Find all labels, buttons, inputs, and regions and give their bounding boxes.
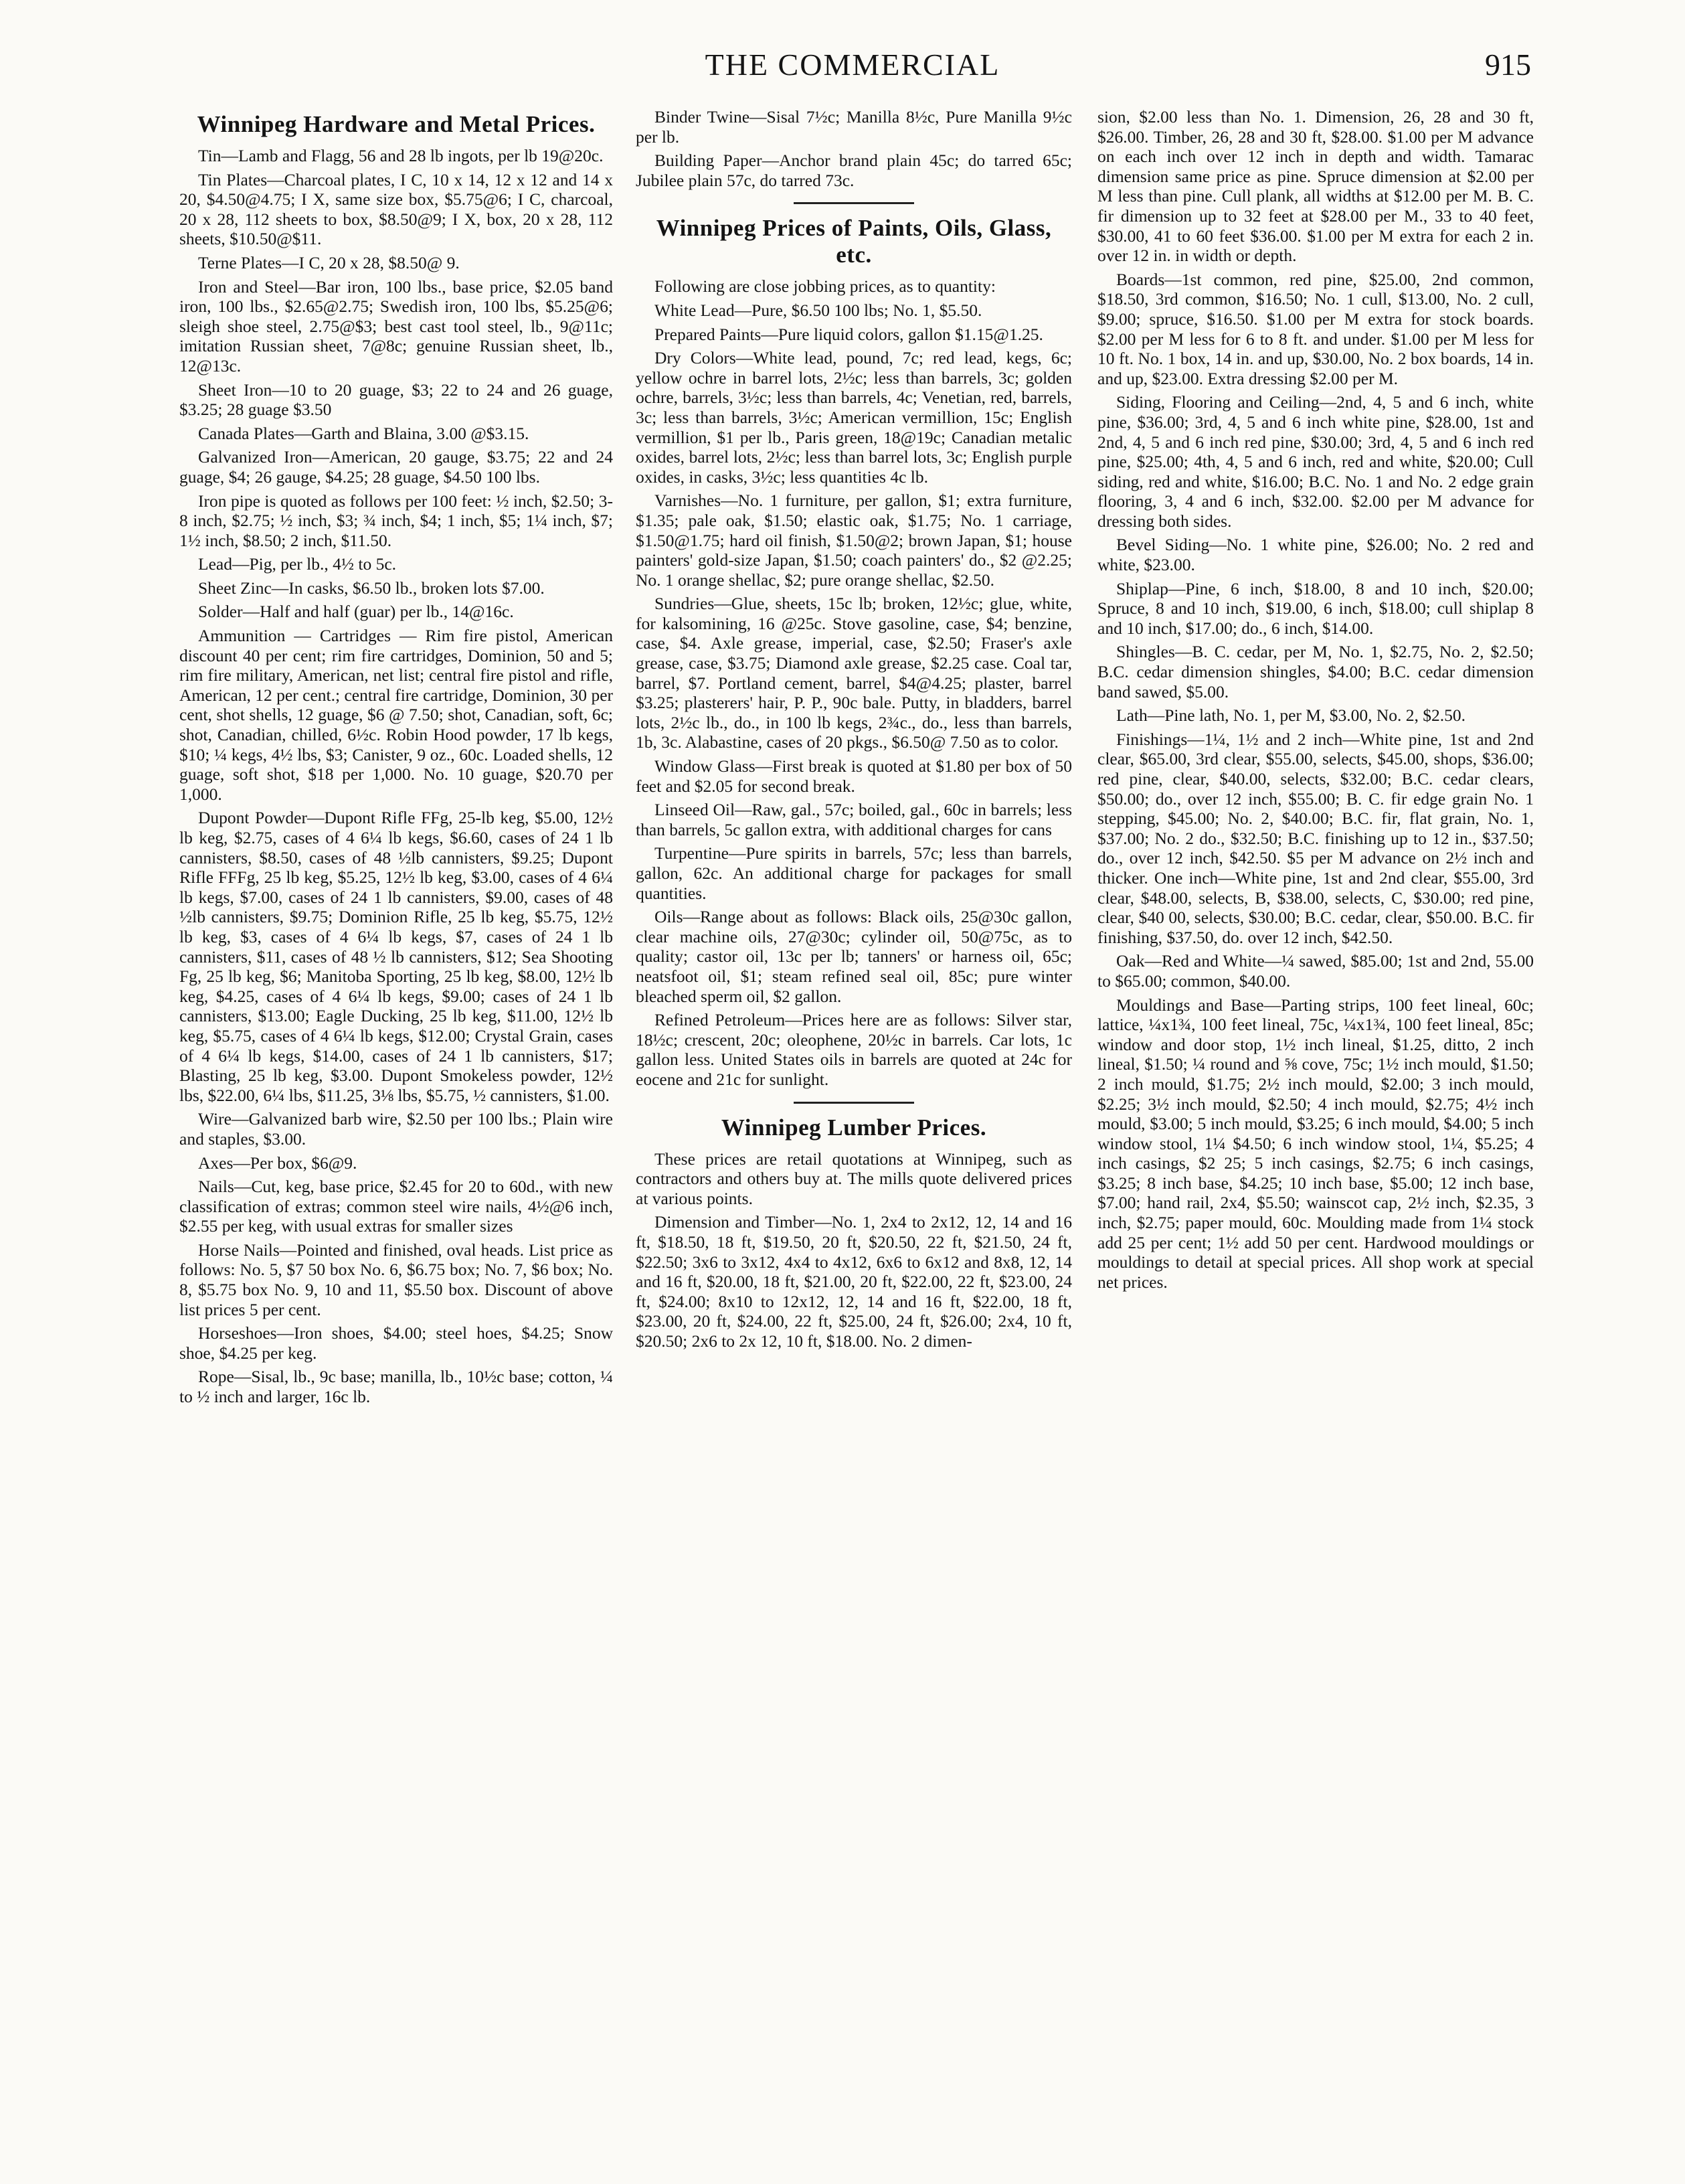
building-paper-paragraph: Building Paper—Anchor brand plain 45c; do tarred 65c; Jubilee plain 57c, do tarred 73c.: [636, 151, 1072, 190]
hardware-paragraph: Tin Plates—Charcoal plates, I C, 10 x 14, 12 x 12 and 14 x 20, $4.50@4.75; I X, same size box, $5.75@6; I C, charcoal, 20 x 28, 112 sheets to box, $8.50@9; I X, box, 20 x 28, 112 sheets, $10.50@$11.: [179, 169, 613, 249]
paints-paragraph: Linseed Oil—Raw, gal., 57c; boiled, gal., 60c in barrels; less than barrels, 5c gallon extra, with additional charges for cans: [636, 800, 1072, 839]
paints-paragraph: Prepared Paints—Pure liquid colors, gallon $1.15@1.25.: [654, 324, 1043, 344]
hardware-section-body: [179, 146, 613, 1407]
paints-paragraph: Refined Petroleum—Prices here are as follows: Silver star, 18½c; crescent, 20c; oleophene, 20½c in barrels. Car lots, 1c gallon less. United States oils in barrels are quoted at 24c for eocene and 21c for sunlight.: [636, 1010, 1072, 1089]
paints-paragraph: Turpentine—Pure spirits in barrels, 57c; less than barrels, gallon, 62c. An additional charge for packages for small quantities.: [636, 843, 1072, 903]
paints-paragraph: Varnishes—No. 1 furniture, per gallon, $1; extra furniture, $1.35; pale oak, $1.50; elastic oak, $1.75; No. 1 carriage, $1.50@1.75; hard oil finish, $1.50@2; brown Japan, $1; house painters' gold-size Japan, $1.50; coach painters' do., $2 @2.25; No. 1 orange shellac, $2; pure orange shellac, $2.50.: [636, 491, 1072, 590]
paints-paragraph: Following are close jobbing prices, as to quantity:: [654, 276, 996, 297]
lumber-paragraph: Shingles—B. C. cedar, per M, No. 1, $2.75, No. 2, $2.50; B.C. cedar dimension shingles, $4.00; B.C. cedar dimension band sawed, $5.00.: [1097, 642, 1534, 701]
hardware-paragraph: Sheet Iron—10 to 20 guage, $3; 22 to 24 and 26 guage, $3.25; 28 guage $3.50: [179, 380, 613, 420]
hardware-paragraph: Lead—Pig, per lb., 4½ to 5c.: [198, 554, 397, 574]
lumber-paragraph: Oak—Red and White—¼ sawed, $85.00; 1st and 2nd, 55.00 to $65.00; common, $40.00.: [1097, 951, 1534, 991]
lumber-section-title: Winnipeg Lumber Prices.: [721, 1114, 987, 1141]
paints-paragraph: Dry Colors—White lead, pound, 7c; red lead, kegs, 6c; yellow ochre in barrel lots, 2½c; less than barrels, 3c; golden ochre, barrels, 3½c; less than barrels, 4c; Venetian, red, barrels, 3c; less than barrels, 3½c; American vermillion, 15c; English vermillion, $1 per lb., Paris green, 18@19c; Canadian metalic oxides, barrel lots, 2½c; less than barrel lots, 3c; English purple oxides, in casks, 3½c; less quantities 4c lb.: [636, 348, 1072, 487]
page-header: [174, 41, 1531, 88]
hardware-paragraph: Galvanized Iron—American, 20 gauge, $3.75; 22 and 24 guage, $4; 26 gauge, $4.25; 28 guage, $4.50 100 lbs.: [179, 447, 613, 487]
publication-title: THE COMMERCIAL: [705, 48, 1000, 82]
lumber-paragraph: Finishings—1¼, 1½ and 2 inch—White pine, 1st and 2nd clear, $65.00, 3rd clear, $55.00, selects, $45.00, shops, $36.00; red pine, clear, $40.00, selects, $32.00; B.C. cedar clears, $50.00; do., over 12 inch, $55.00; B. C. fir edge grain No. 1 stepping, $45.00; No. 2, $40.00; B.C. fir, flat grain, No. 1, $37.00; No. 2 do., $32.50; B.C. finishing up to 12 in., $37.50; do., over 12 inch, $42.50. $5 per M advance on 2½ inch and thicker. One inch—White pine, 1st and 2nd clear, $55.00, 3rd clear, $48.00, selects, B, $38.00, selects, C, $30.00; red pine, clear, $40 00, selects, $30.00; B.C. cedar, clear, $50.00. B.C. fir finishing, $37.50, do. over 12 inch, $42.50.: [1097, 729, 1534, 947]
paints-paragraph: Sundries—Glue, sheets, 15c lb; broken, 12½c; glue, white, for kalsomining, 16 @25c. Stove gasoline, case, $4; benzine, case, $4. Axle grease, imperial, case, $2.50; Fraser's axle grease, case, $3.75; Diamond axle grease, $2.25 case. Coal tar, barrel, $7. Portland cement, barrel, $4@4.25; plaster, barrel $3.25; plasterers' hair, P. P., 90c bale. Putty, in bladders, barrel lots, 2½c lb., do., in 100 lb kegs, 2¾c., do., less than barrels, 1b, 3c. Alabastine, cases of 20 pkgs., $6.50@ 7.50 as to color.: [636, 594, 1072, 752]
paints-paragraph: Oils—Range about as follows: Black oils, 25@30c gallon, clear machine oils, 27@30c; cylinder oil, 50@75c, as to quality; castor oil, 13c per lb; tanners' or harness oil, 65c; neatsfoot oil, $1; steam refined seal oil, 85c; pure winter bleached sperm oil, $2 gallon.: [636, 907, 1072, 1006]
hardware-paragraph: Dupont Powder—Dupont Rifle FFg, 25-lb keg, $5.00, 12½ lb keg, $2.75, cases of 4 6¼ lb kegs, $6.60, cases of 24 1 lb cannisters, $8.50, cases of 48 ½lb cannisters, $9.25; Dupont Rifle FFFg, 25 lb keg, $5.25, 12½ lb keg, $3.00, cases of 4 6¼ lb kegs, $7.00, cases of 24 1 lb cannisters, $9.00, cases of 48 ½lb cannisters, $9.75; Dominion Rifle, 25 lb keg, $5.75, 12½ lb keg, $3, cases of 4 6¼ lb kegs, $7, cases of 24 1 lb cannisters, $11, cases of 48 ½ lb cannisters, $12; Sea Shooting Fg, 25 lb keg, $6; Manitoba Sporting, 25 lb keg, $8.00, 12½ lb keg, $4.25, cases of 4 6¼ lb kegs, $9.00; cases of 24 1 lb cannisters, $13.00; Eagle Ducking, 25 lb keg, $11.00, 12½ lb keg, $5.75, cases of 4 6¼ lb kegs, $12.00; Crystal Grain, cases of 4 6¼ lb kegs, $14.00, cases of 24 1 lb cannisters, $17; Blasting, 25 lb keg, $3.00. Dupont Smokeless powder, 12½ lbs, $22.00, 6¼ lbs, $11.25, 3⅛ lbs, $5.75, ½ cannisters, $1.00.: [179, 808, 613, 1105]
hardware-paragraph: Rope—Sisal, lb., 9c base; manilla, lb., 10½c base; cotton, ¼ to ½ inch and larger, 16c lb.: [179, 1367, 613, 1407]
lumber-continued-paragraph: sion, $2.00 less than No. 1. Dimension, 26, 28 and 30 ft, $26.00. Timber, 26, 28 and 30 ft, $28.00. $1.00 per M advance on each inch over 12 inch in depth and width. Tamarac dimension same price as pine. Spruce dimension at $2.00 per M less than pine. Cull plank, all widths at $12.00 per M. B. C. fir dimension up to 32 feet at $28.00 per M., 33 to 40 feet, $30.00, 41 to 60 feet $36.00. $1.00 per M extra for each 2 in. over 12 in. in width or depth.: [1097, 107, 1534, 266]
lumber-paragraph: These prices are retail quotations at Winnipeg, such as contractors and others buy at. The mills quote delivered prices at various points.: [636, 1149, 1072, 1208]
hardware-paragraph: Nails—Cut, keg, base price, $2.45 for 20 to 60d., with new classification of extras; common steel wire nails, 4½@6 inch, $2.55 per keg, with usual extras for smaller sizes: [179, 1177, 613, 1236]
hardware-paragraph: Iron and Steel—Bar iron, 100 lbs., base price, $2.05 band iron, 100 lbs., $2.65@2.75; Swedish iron, 100 lbs, $5.25@6; sleigh shoe steel, 2.75@$3; best cast tool steel, lb., 9@11c; imitation Russian sheet, 7@8c; genuine Russian sheet, lb., 12@13c.: [179, 276, 613, 375]
section-divider: [794, 1102, 914, 1104]
lumber-paragraph: Dimension and Timber—No. 1, 2x4 to 2x12, 12, 14 and 16 ft, $18.50, 18 ft, $19.50, 20 ft, $20.50, 22 ft, $21.50, 24 ft, $22.50; 3x6 to 3x12, 4x4 to 4x12, 6x6 to 6x12 and 8x8, 12, 14 and 16 ft, $20.00, 18 ft, $21.00, 20 ft, $22.00, 22 ft, $23.00, 24 ft, $24.00; 8x10 to 12x12, 12, 14 and 16 ft, $22.00, 18 ft, $23.00, 20 ft, $24.00, 22 ft, $25.00, 24 ft, $26.00; 2x4, 10 ft, $20.50; 2x6 to 2x 12, 10 ft, $18.00. No. 2 dimen-: [636, 1212, 1072, 1351]
paints-section-body: [636, 276, 1072, 1089]
hardware-paragraph: Terne Plates—I C, 20 x 28, $8.50@ 9.: [198, 252, 460, 272]
hardware-paragraph: Tin—Lamb and Flagg, 56 and 28 lb ingots, per lb 19@20c.: [198, 146, 604, 165]
section-divider: [794, 202, 914, 204]
hardware-paragraph: Iron pipe is quoted as follows per 100 feet: ½ inch, $2.50; 3-8 inch, $2.75; ½ inch, $3; ¾ inch, $4; 1 inch, $5; 1¼ inch, $7; 1½ inch, $8.50; 2 inch, $11.50.: [179, 491, 613, 550]
lumber-paragraph: Boards—1st common, red pine, $25.00, 2nd common, $18.50, 3rd common, $16.50; No. 1 cull, $13.00, No. 2 cull, $9.00; spruce, $16.50. $1.00 per M extra for stock boards. $2.00 per M less for 6 to 8 ft. and under. $1.00 per M less for 10 ft. No. 1 box, 14 in. and up, $30.00, No. 2 box boards, 14 in. and up, $23.00. Extra dressing $2.00 per M.: [1097, 269, 1534, 388]
binder-twine-paragraph: Binder Twine—Sisal 7½c; Manilla 8½c, Pure Manilla 9½c per lb.: [636, 107, 1072, 147]
column-2: [636, 107, 1072, 2142]
hardware-paragraph: Wire—Galvanized barb wire, $2.50 per 100 lbs.; Plain wire and staples, $3.00.: [179, 1109, 613, 1149]
hardware-paragraph: Horseshoes—Iron shoes, $4.00; steel hoes, $4.25; Snow shoe, $4.25 per keg.: [179, 1323, 613, 1363]
lumber-paragraph: Bevel Siding—No. 1 white pine, $26.00; No. 2 red and white, $23.00.: [1097, 535, 1534, 575]
lumber-section-body: [636, 1149, 1072, 1351]
paints-section-title: Winnipeg Prices of Paints, Oils, Glass, etc.: [656, 215, 1052, 268]
lumber-paragraph: Siding, Flooring and Ceiling—2nd, 4, 5 and 6 inch, white pine, $36.00; 3rd, 4, 5 and 6 inch white pine, $28.00, 1st and 2nd, 4, 5 and 6 inch red pine, $30.00; 3rd, 4, 5 and 6 inch red pine, $25.00; 4th, 4, 5 and 6 inch, red and white, $20.00; Cull siding, red and white, $16.00; B.C. No. 1 and No. 2 edge grain flooring, 3, 4 and 6 inch, $32.00. $2.00 per M advance for dressing both sides.: [1097, 392, 1534, 531]
page-number: 915: [1485, 48, 1531, 82]
hardware-paragraph: Horse Nails—Pointed and finished, oval heads. List price as follows: No. 5, $7 50 box No. 6, $6.75 box; No. 7, $6 box; No. 8, $5.75 box No. 9, 10 and 11, $5.50 box. Discount of above list prices 5 per cent.: [179, 1240, 613, 1319]
hardware-paragraph: Canada Plates—Garth and Blaina, 3.00 @$3.15.: [198, 423, 529, 443]
hardware-section-title: Winnipeg Hardware and Metal Prices.: [197, 111, 596, 137]
hardware-paragraph: Ammunition — Cartridges — Rim fire pistol, American discount 40 per cent; rim fire cartridges, Dominion, 50 and 5; rim fire military, American, net list; central fire pistol and rifle, American, 12 per cent.; central fire cartridge, Dominion, 30 per cent, shot shells, 12 guage, $6 @ 7.50; shot, Canadian, soft, 6c; shot, Canadian, chilled, 6½c. Robin Hood powder, 17 lb kegs, $10; ¼ kegs, 4½ lbs, $3; Canister, 9 oz., 60c. Loaded shells, 12 guage, soft shot, $18 per 1,000. No. 10 guage, $20.70 per 1,000.: [179, 626, 613, 804]
column-3: [1097, 107, 1534, 2142]
paints-paragraph: White Lead—Pure, $6.50 100 lbs; No. 1, $5.50.: [654, 300, 982, 320]
lumber-paragraph: Shiplap—Pine, 6 inch, $18.00, 8 and 10 inch, $20.00; Spruce, 8 and 10 inch, $19.00, 6 inch, $18.00; cull shiplap 8 and 10 inch, $17.00; do., 6 inch, $14.00.: [1097, 578, 1534, 638]
column-1: [179, 107, 613, 2142]
lumber-paragraph: Lath—Pine lath, No. 1, per M, $3.00, No. 2, $2.50.: [1116, 705, 1466, 726]
lumber-paragraph: Mouldings and Base—Parting strips, 100 feet lineal, 60c; lattice, ¼x1¾, 100 feet lineal, 75c, ¼x1¾, 100 feet lineal, 85c; window and door stop, 1½ inch lineal, $1.25, ditto, 2 inch lineal, $1.50; ¼ round and ⅝ cove, 75c; 1½ inch mould, $1.50; 2 inch mould, $1.75; 2½ inch mould, $2.00; 3 inch mould, $2.25; 3½ inch mould, $2.50; 4 inch mould, $2.75; 4½ inch mould, $3.00; 5 inch mould, $3.25; 6 inch mould, $4.00; 5 inch window stool, 1¼ $4.50; 6 inch window stool, 1¼, $5.25; 4 inch casings, $2 25; 5 inch casings, $2.75; 6 inch casings, $3.25; 8 inch base, $4.25; 10 inch base, $5.00; 12 inch base, $7.00; hand rail, 2x4, $5.50; wainscot cap, 2½ inch, $2.35, 3 inch, $2.75; paper mould, 60c. Moulding made from 1¼ stock add 25 per cent; 1½ add 50 per cent. Hardwood mouldings or mouldings to detail at special prices. All shop work at special net prices.: [1097, 995, 1534, 1292]
hardware-paragraph: Axes—Per box, $6@9.: [198, 1153, 357, 1173]
hardware-paragraph: Solder—Half and half (guar) per lb., 14@16c.: [198, 602, 514, 622]
hardware-paragraph: Sheet Zinc—In casks, $6.50 lb., broken lots $7.00.: [198, 578, 545, 598]
paints-paragraph: Window Glass—First break is quoted at $1.80 per box of 50 feet and $2.05 for second break.: [636, 756, 1072, 796]
